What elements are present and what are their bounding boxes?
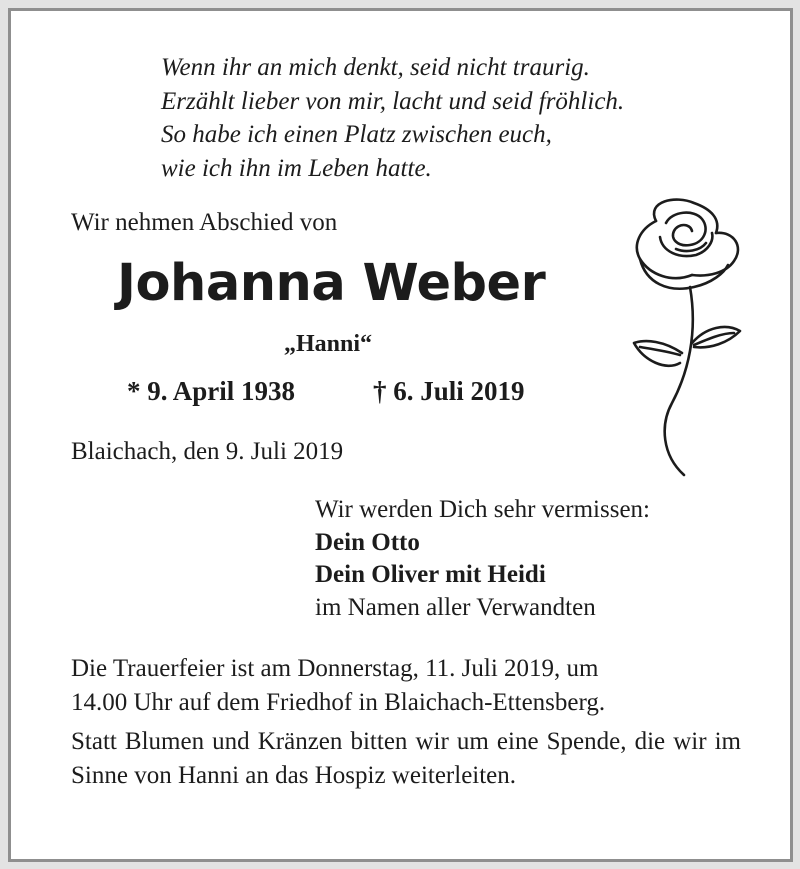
deceased-nickname: „Hanni“ (284, 331, 373, 357)
birth-date: * 9. April 1938 (127, 376, 296, 406)
death-date: † 6. Juli 2019 (373, 376, 525, 406)
poem-line: So habe ich einen Platz zwischen euch, (161, 121, 552, 148)
deceased-name: Johanna Weber (117, 254, 546, 313)
funeral-line: Die Trauerfeier ist am Donnerstag, 11. Juli 2019, um (71, 655, 599, 682)
poem-line: Wenn ihr an mich denkt, seid nicht traurig. (161, 54, 590, 81)
place-and-date: Blaichach, den 9. Juli 2019 (71, 438, 344, 465)
mourners-intro: Wir werden Dich sehr vermissen: (315, 496, 650, 523)
obituary-notice (8, 8, 793, 862)
funeral-info (71, 652, 605, 719)
funeral-line: 14.00 Uhr auf dem Friedhof in Blaichach-Ettensberg. (71, 688, 606, 716)
donation-request: Statt Blumen und Kränzen bitten wir um eine Spende, die wir im Sinne von Hanni an das Hospiz weiterleiten. (71, 728, 741, 789)
memorial-poem (161, 51, 624, 185)
poem-line: wie ich ihn im Leben hatte. (161, 154, 432, 182)
mourner-name: Dein Oliver mit Heidi (315, 561, 546, 588)
mourners-closing: im Namen aller Verwandten (315, 593, 596, 621)
mourner-name: Dein Otto (315, 528, 420, 556)
farewell-intro: Wir nehmen Abschied von (71, 209, 338, 236)
rose-icon (616, 193, 746, 488)
poem-line: Erzählt lieber von mir, lacht und seid fröhlich. (161, 87, 625, 115)
mourners-block (315, 494, 650, 624)
